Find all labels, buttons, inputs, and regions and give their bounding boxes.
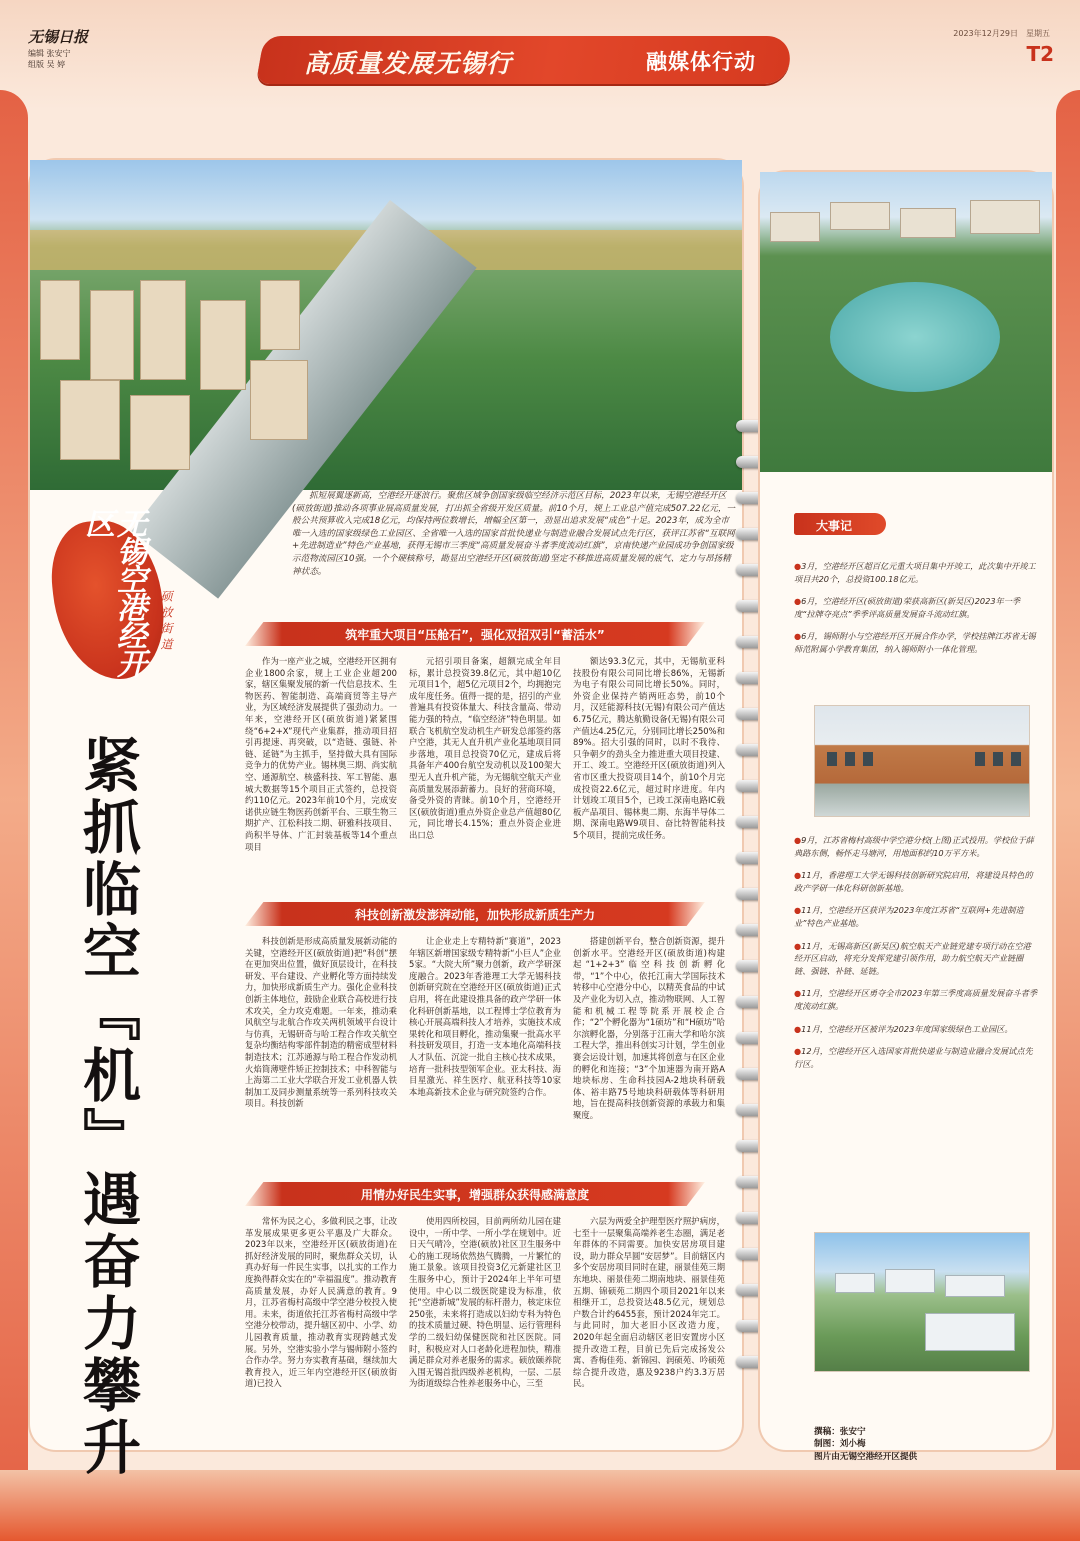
park-lake xyxy=(830,282,1000,392)
bullet-icon: ● xyxy=(794,988,802,999)
banner-brand: 融媒体行动 xyxy=(646,50,756,74)
seal-text: 无锡空港经开区 xyxy=(79,508,146,676)
bullet-icon: ● xyxy=(794,940,802,951)
article-credits xyxy=(814,1426,917,1463)
section-1-col-1: 作为一座产业之城，空港经开区拥有企业1800余家，规上工业企业超200家，辖区集聚发展的新一代信息技术、生物医药、智能制造、高端商贸等主导产业，为区域经济发展提供了强劲动力。一年来，空港经开区(硕放街道)紧紧围绕“6+2+X”现代产业集群，推动项目招引再提速、再突破，以“造链、强链、补链、延链”为主抓手，坚持做大具有国际竞争力的优势产业。锡林奥三期、尚实航空、通源航空、核盛科技、军工智能、惠城大数据等15个项目正式签约，总投资约110亿元。2023年前10个月，完成安诺供应链生物医药创新平台、三联生物三期扩产、江松科技二期、研雅科技项目、尚积半导体、广汇封装基板等14个重点项目 xyxy=(245,656,397,852)
page-number: T2 xyxy=(1026,42,1054,66)
main-headline: 紧抓临空『机』遇奋力攀升 xyxy=(73,735,141,1479)
section-3-col-1: 常怀为民之心，多做利民之事，让改革发展成果更多更公平惠及广大群众。2023年以来，空港经开区(硕放街道)在抓好经济发展的同时，聚焦群众关切，认真办好每一件民生实事，以扎实的工作力度换得群众实在的“幸福温度”。推动教育高质量发展，办好人民满意的教育。9月，江苏省梅村高级中学空港分校投入使用。未来，街道依托江苏省梅村高级中学空港分校带动，提升辖区初中、小学、幼儿园教育质量，推动教育实现跨越式发展。另外，空港实验小学与锡师附小签约合作办学。努力夯实教育基础，继续加大教育投入，近三年内空港经开区(硕放街道)已投入 xyxy=(245,1216,397,1389)
aerial-photo-park xyxy=(760,172,1052,472)
events-list-top xyxy=(794,560,1038,666)
event-item: ●6月，锡师附小与空港经开区开展合作办学，学校挂牌江苏省无锡师范附属小学教育集团，纳入锡师附小一体化管理。 xyxy=(794,631,1036,654)
event-item: ●11月，空港经开区获评为2023年度江苏省“互联网+先进制造业”特色产业基地。 xyxy=(794,905,1024,928)
page-header xyxy=(0,0,1080,110)
masthead: 无锡日报 xyxy=(28,28,89,46)
event-item: ●11月，无锡高新区(新吴区)航空航天产业链党建专项行动在空港经开区启动，将充分发挥党建引领作用，助力航空航天产业链圈链、强链、补链、延链。 xyxy=(794,940,1031,976)
events-list-bottom xyxy=(794,834,1038,1080)
section-3-title: 用情办好民生实事，增强群众获得感满意度 xyxy=(360,1188,589,1202)
section-1-col-2: 元招引项目备案，超额完成全年目标，累计总投资39.8亿元，其中超10亿元项目1个，超5亿元项目2个，均拥抱完成年度任务。值得一提的是，招引的产业普遍具有投资体量大、科技含量高、带动能力强的特点，“临空经济”特色明显。如联合飞机航空发动机生产研发总部签约落户空港，其无人直升机产业化基地项目同步落地，项目总投资70亿元，建成后将具备年产400台航空发动机以及100架大型无人直升机产能，为无锡航空航天产业高质量发展添薪蓄力。良好的营商环境，备受外资的青睐。前10个月，空港经开区(硕放街道)重点外资企业总产值超80亿元，同比增长4.15%；重点外资企业进出口总 xyxy=(409,656,561,840)
seal-subtitle: 硕放街道 xyxy=(159,590,173,654)
event-item: ●9月，江苏省梅村高级中学空港分校(上图)正式投用。学校位于薛典路东侧，畅怀走马塘河，用地面积约10万平方米。 xyxy=(794,835,1034,858)
bullet-icon: ● xyxy=(794,905,802,916)
section-1-body xyxy=(245,656,725,853)
timeline-tag: 大事记 xyxy=(794,513,886,535)
section-1-col-3: 额达93.3亿元，其中，无锡航亚科技股份有限公司同比增长86%，无锡新为电子有限公司同比增长50%。同时，外资企业保持产销两旺态势，前10个月，汉廷能源科技(无锡)有限公司产值达6.75亿元，腾达航勤设备(无锡)有限公司产值达4.25亿元，分别同比增长250%和89%。招大引强的同时，以时不我待、只争朝夕的劲头全力推进重大项目投建、开工、竣工。空港经开区(硕放街道)列入省市区重大投资项目14个，前10个月完成投资22.6亿元，超过时序进度。年内计划竣工项目5个，已竣工深南电路IC载板产品项目、锡林奥二期、东海半导体二期、深南电路W9项目、奋比特智能科技5个项目，提前完成任务。 xyxy=(573,656,725,840)
timeline-card xyxy=(760,172,1052,1462)
bullet-icon: ● xyxy=(794,596,802,607)
bullet-icon: ● xyxy=(794,870,802,881)
event-item: ●6月，空港经开区(硕放街道)荣获高新区(新吴区)2023年一季度“拉牌夺亮点”季季评高质量发展奋斗流动红旗。 xyxy=(794,596,1021,619)
section-2-header xyxy=(245,902,705,926)
event-item: ●11月，香港理工大学无锡科技创新研究院启用，将建设具特色的政产学研一体化科研创新基地。 xyxy=(794,870,1033,893)
event-item: ●11月，空港经开区勇夺全市2023年第三季度高质量发展奋斗者季度流动红旗。 xyxy=(794,988,1038,1011)
industrial-park-photo xyxy=(814,1232,1030,1372)
event-item: ●3月，空港经开区超百亿元重大项目集中开竣工，此次集中开竣工项目共20个，总投资100.18亿元。 xyxy=(794,561,1036,584)
section-2-col-2: 让企业走上专精特新“赛道”，2023年辖区新增国家级专精特新“小巨人”企业5家。“大院大所”聚力创新，政产学研深度融合。2023年香港理工大学无锡科技创新研究院在空港经开区(硕放街道)正式启用，将在此建设推具备的政产学研一体化科研创新基地，以工程博士学位教育为核心开展高端科技人才培养，实施技术成果转化和项目孵化，推动集聚一批高水平科技研发项目，打造一支本地化高端科技人才队伍、沉淀一批自主核心技术成果，培育一批科技型领军企业。亚太科技、海目星激光、祥生医疗、航亚科技等10家本地高新技术企业与研究院签约合作。 xyxy=(409,936,561,1097)
credit-designer: 制图：刘小梅 xyxy=(814,1439,866,1450)
title-banner xyxy=(260,26,820,96)
section-3-col-2: 使用四所校园，目前两所幼儿园在建设中，一所中学、一所小学在规划中。近日天气晴冷，空港(硕放)社区卫生服务中心的施工现场依然热气腾腾，一片繁忙的施工景象。该项目投资3亿元新建社区卫生服务中心，预计于2024年上半年可望使用。中心以二级医院建设为标准，依托“空港新城”发展的标杆潜力，核定床位250张，未来将打造成以妇幼专科为特色的技术质量过硬、特色明显、运行管理科学的二级妇幼保健医院和社区医院。同时，积极应对人口老龄化进程加快，精准满足群众对养老服务的需求。硕放颐养院入围无锡首批四级养老机构，一层、二层为街道级综合性养老服务中心，三至 xyxy=(409,1216,561,1389)
section-1-title: 筑牢重大项目“压舱石”，强化双招双引“蓄活水” xyxy=(345,628,605,642)
event-item: ●11月，空港经开区被评为2023年度国家级绿色工业园区。 xyxy=(794,1023,1013,1034)
section-2-title: 科技创新激发澎湃动能，加快形成新质生产力 xyxy=(354,908,595,922)
right-decorative-swoosh xyxy=(1056,90,1080,1510)
editor-credits xyxy=(28,48,71,70)
aerial-photo-city xyxy=(30,160,742,490)
section-3-body xyxy=(245,1216,725,1390)
left-decorative-swoosh xyxy=(0,90,28,1510)
section-2-col-3: 搭建创新平台，整合创新资源，提升创新水平。空港经开区(硕放街道)构建起“1+2+3”临空科技创新孵化带，“1”个中心，依托江南大学国际技术转移中心空港分中心，以精英食品的中试及产业化为切入点，推动物联网、人工智能和机械工程等院系开展校企合作；“2”个孵化器为“1硕坊”和“H硕坊”哈尔滨孵化器，分别落于江南大学和哈尔滨工程大学，推出科创实习计划，学生创业赛会运设计划，加速其将创意与在区企业的孵化和连接；“3”个加速器为南开路A地块标房、生命科技园A-2地块科研载体、裕丰路75号地块科研载体等科研用地，旨在提高科技创新资源的承载力和集聚度。 xyxy=(573,936,725,1120)
section-1-header xyxy=(245,622,705,646)
proof-line: 组版 吴 婷 xyxy=(28,60,66,69)
bullet-icon: ● xyxy=(794,631,802,642)
bullet-icon: ● xyxy=(794,1046,802,1057)
bullet-icon: ● xyxy=(794,561,802,571)
lead-paragraph: 抓短展翼逐新高，空港经开逐浪行。聚焦区域争创国家级临空经济示范区目标，2023年以来，无锡空港经开区(硕放街道)推动各项事业展高质量发展，打出抓全省级开发区质量。前10个月，规上工业总产值完成507.22亿元，一般公共预算收入完成18亿元，均保持两位数增长，增幅全区第一，劲显出追求发展“成色”十足。2023年，成为全市唯一入选的国家级绿色工业园区、全省唯一入选的国家首批快递业与制造业融合发展试点先行区，获评江苏省“互联网+先进制造业”特色产业基地，获得无锡市三季度“高质量发展奋斗者季度流动红旗”，京南快递产业园成功争创国家级示范物流园区10强。一个个硬核称号，勘显出空港经开区(硕放街道)坚定不移推进高质量发展的底气、定力与昂扬精神状态。 xyxy=(292,491,736,577)
section-2-col-1: 科技创新是形成高质量发展新动能的关键，空港经开区(硕放街道)把“科创”摆在更加突出位置，做好顶层设计，在科技研发、平台建设、产业孵化等方面持续发力，加快形成新质生产力。强化企业科技创新主体地位，鼓励企业联合高校进行技术攻关，全力攻克难题。一年来，推动乘风航空与北航合作攻关两机领域平台设计与仿真，无锡研奇与哈工程合作攻关航空复杂均衡结构零部件制造的精密成型材料制造技术；江苏通源与哈工程合作发动机火焰筒薄壁件矫正控制技术；中科智能与上海第二工业大学联合开发工业机器人铁制加工及同步测量系统等一系列科技攻关项目。科技创新 xyxy=(245,936,397,1109)
bullet-icon: ● xyxy=(794,835,802,845)
dateline: 2023年12月29日 星期五 xyxy=(953,29,1050,38)
bottom-decorative-band xyxy=(0,1470,1080,1541)
school-campus-photo xyxy=(814,705,1030,817)
bullet-icon: ● xyxy=(794,1023,802,1034)
banner-slogan: 高质量发展无锡行 xyxy=(304,49,513,78)
section-3-col-3: 六层为两爱全护理型医疗照护病房，七至十一层聚集高端养老生态圈，满足老年群体的不同需要。加快安居房项目建设，助力群众早圆“安居梦”。目前辖区内多个安居房项目同时在建，丽景佳苑三期东地块、丽景佳苑二期南地块、丽景佳苑五期、锦硕苑二期四个项目2021年以来相继开工，总投资达48.5亿元，规划总户数合计约6455套，预计2024年完工。与此同时，加大老旧小区改造力度，2020年起全面启动辖区老旧安置房小区提升改造工程，目前已先后完成扬发公寓、香梅佳苑、新锦园、润硕苑、吟硕苑综合提升改造，惠及9238户约3.3万居民。 xyxy=(573,1216,725,1389)
credit-writer: 撰稿：张安宁 xyxy=(814,1427,866,1437)
section-2-body xyxy=(245,936,725,1122)
event-item: ●12月，空港经开区入选国家首批快递业与制造业融合发展试点先行区。 xyxy=(794,1046,1033,1069)
credit-photos: 图片由无锡空港经开区提供 xyxy=(814,1451,918,1462)
editor-line: 编辑 张安宁 xyxy=(28,49,71,58)
district-seal xyxy=(30,500,180,700)
section-3-header xyxy=(245,1182,705,1206)
